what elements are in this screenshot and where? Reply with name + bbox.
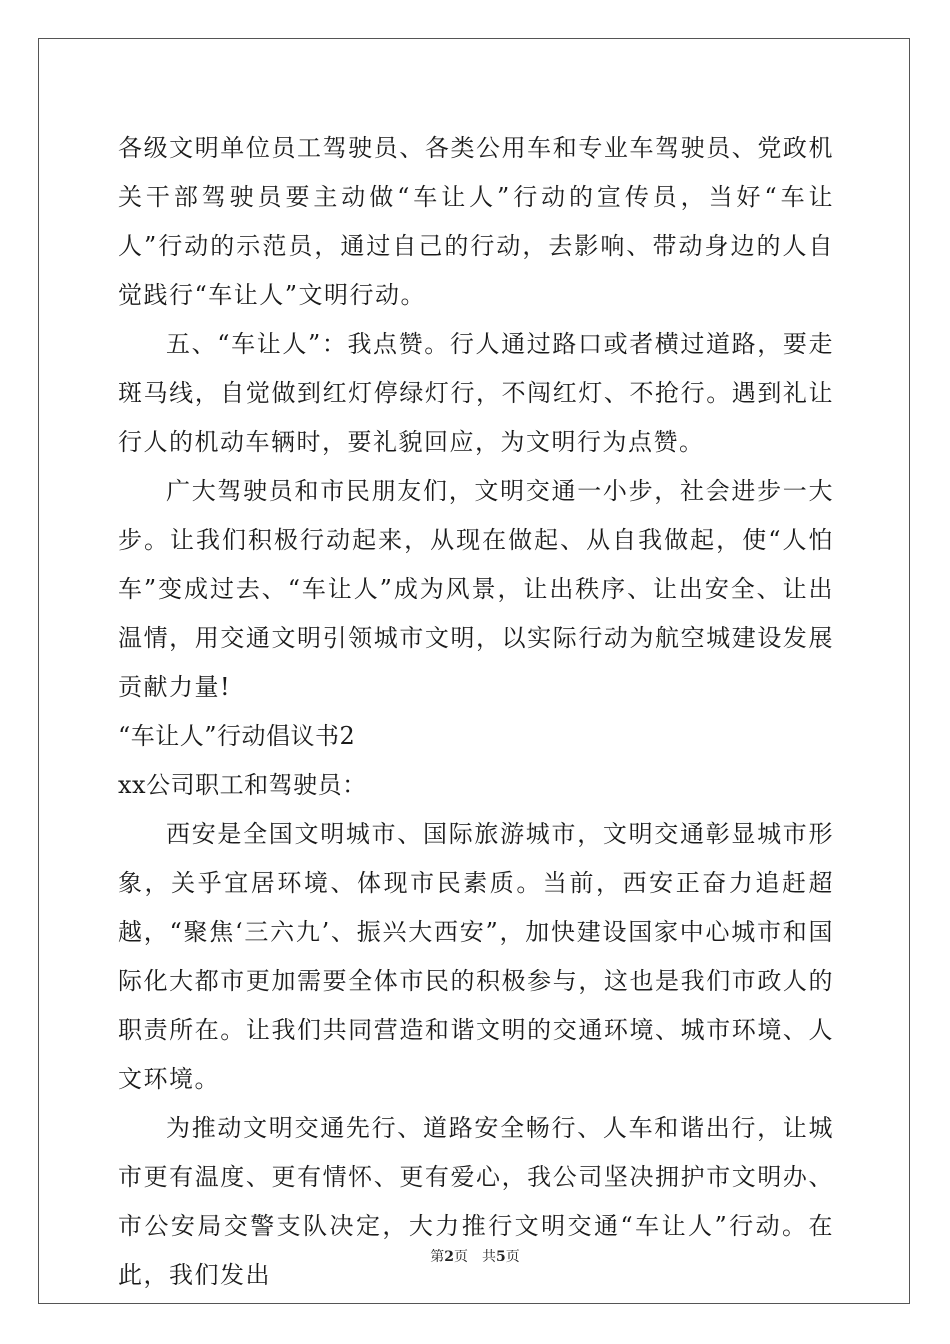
paragraph-continued: 各级文明单位员工驾驶员、各类公用车和专业车驾驶员、党政机关干部驾驶员要主动做“车让人”行动的宣传员，当好“车让人”行动的示范员，通过自己的行动，去影响、带动身边的人自觉践行“车让人”文明行动。: [118, 134, 834, 309]
document-body: [118, 124, 834, 1300]
paragraph-initiative: 为推动文明交通先行、道路安全畅行、人车和谐出行，让城市更有温度、更有情怀、更有爱心，我公司坚决拥护市文明办、市公安局交警支队决定，大力推行文明交通“车让人”行动。在此，我们发出: [118, 1114, 834, 1289]
page-footer: [0, 1246, 950, 1266]
section-title: “车让人”行动倡议书2: [118, 722, 356, 750]
salutation: xx公司职工和驾驶员：: [118, 771, 367, 799]
paragraph-appeal: 广大驾驶员和市民朋友们，文明交通一小步，社会进步一大步。让我们积极行动起来，从现在做起、从自我做起，使“人怕车”变成过去、“车让人”成为风景，让出秩序、让出安全、让出温情，用交通文明引领城市文明，以实际行动为航空城建设发展贡献力量!: [118, 477, 834, 701]
footer-total-suffix: 页: [505, 1249, 520, 1265]
footer-prefix: 第: [430, 1249, 445, 1265]
paragraph-item-five: 五、“车让人”：我点赞。行人通过路口或者横过道路，要走斑马线，自觉做到红灯停绿灯行，不闯红灯、不抢行。遇到礼让行人的机动车辆时，要礼貌回应，为文明行为点赞。: [118, 330, 834, 456]
footer-total-prefix: 共: [482, 1249, 496, 1265]
total-pages-number: 5: [496, 1249, 506, 1265]
paragraph-xian: 西安是全国文明城市、国际旅游城市，文明交通彰显城市形象，关乎宜居环境、体现市民素质。当前，西安正奋力追赶超越，“聚焦‘三六九’、振兴大西安”，加快建设国家中心城市和国际化大都市更加需要全体市民的积极参与，这也是我们市政人的职责所在。让我们共同营造和谐文明的交通环境、城市环境、人文环境。: [118, 820, 834, 1093]
current-page-number: 2: [444, 1249, 454, 1265]
footer-page-word: 页: [454, 1249, 468, 1265]
